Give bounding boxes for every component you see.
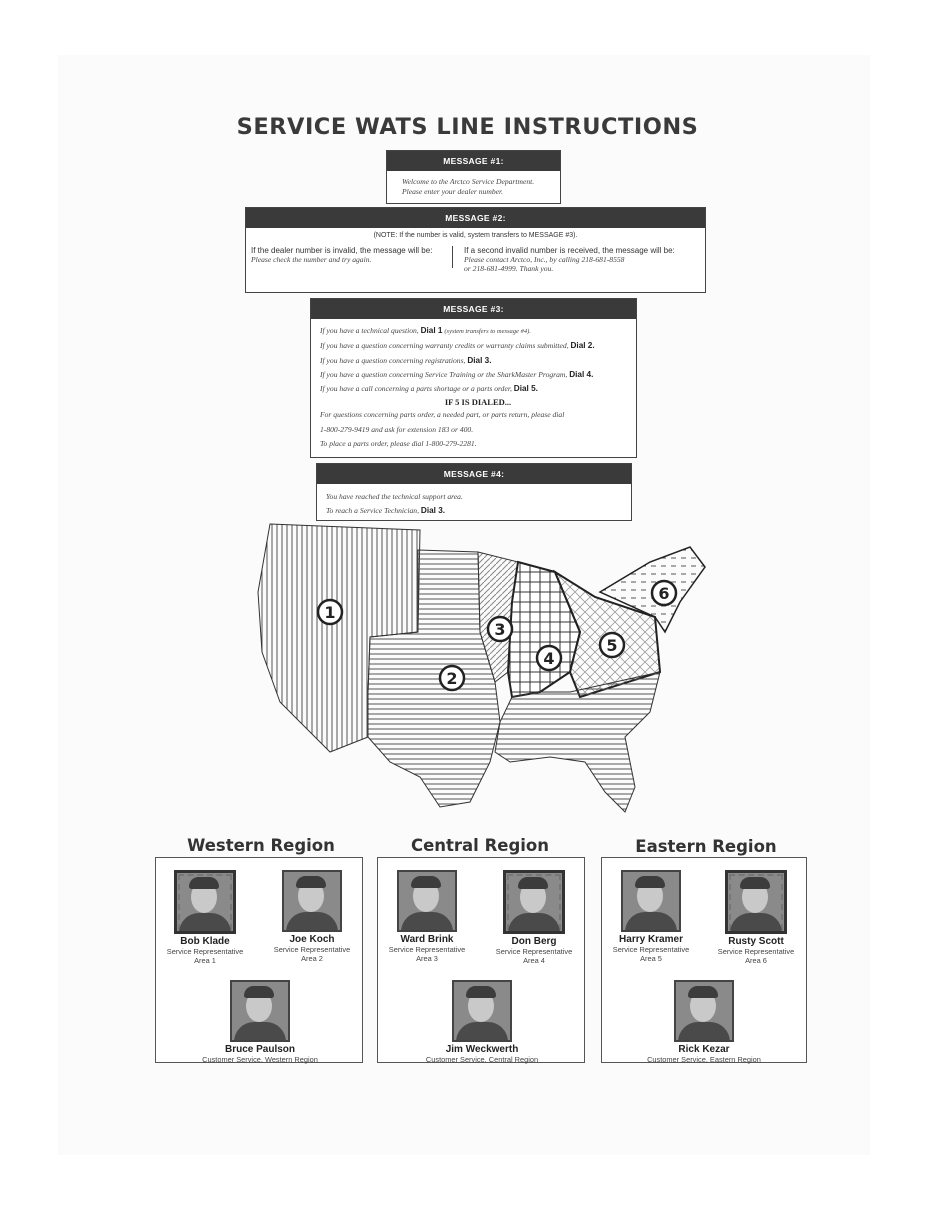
message-2-right-message: or 218-681-4999. Thank you. <box>464 264 554 273</box>
map-area-marker <box>600 633 624 657</box>
person-name: Rusty Scott <box>728 936 784 947</box>
person-photo <box>397 870 457 932</box>
person-card <box>180 980 340 1064</box>
person-card <box>372 870 482 963</box>
person-area: Area 4 <box>523 956 545 965</box>
map-area-marker <box>652 581 676 605</box>
region-title-western: Western Region <box>187 836 335 855</box>
message-3-option: If you have a question concerning Service Training or the SharkMaster Program, Dial 4. <box>320 369 594 379</box>
person-name: Rick Kezar <box>678 1044 730 1055</box>
map-area-marker <box>440 666 464 690</box>
map-area-marker <box>318 600 342 624</box>
person-name: Harry Kramer <box>619 934 683 945</box>
message-2-header: MESSAGE #2: <box>246 208 705 228</box>
person-card <box>402 980 562 1064</box>
person-name: Don Berg <box>511 936 557 947</box>
person-photo <box>503 870 565 934</box>
map-area-label: 4 <box>543 649 555 668</box>
person-area: Area 2 <box>301 954 323 963</box>
person-photo <box>282 870 342 932</box>
map-area-label: 1 <box>324 603 336 622</box>
message-3-option: If you have a call concerning a parts shortage or a parts order, Dial 5. <box>320 384 538 394</box>
person-photo <box>174 870 236 934</box>
region-title-eastern: Eastern Region <box>635 837 777 856</box>
message-3-box <box>310 298 637 458</box>
person-role: Customer Service, Eastern Region <box>647 1055 761 1064</box>
message-3-option: If you have a question concerning warranty credits or warranty claims submitted, Dial 2. <box>320 341 595 351</box>
message-3-subheading: IF 5 IS DIALED... <box>444 397 512 408</box>
person-name: Ward Brink <box>400 934 454 945</box>
map-area-marker <box>488 617 512 641</box>
map-area-label: 5 <box>606 636 618 655</box>
message-1-line: Please enter your dealer number. <box>402 187 504 196</box>
person-area: Area 5 <box>640 954 662 963</box>
message-1-line: Welcome to the Arctco Service Department. <box>402 177 535 186</box>
message-2-left-message: Please check the number and try again. <box>251 255 372 264</box>
person-role: Service Representative <box>273 945 351 954</box>
person-name: Bob Klade <box>180 936 230 947</box>
message-2-box <box>245 207 706 293</box>
map-area-label: 6 <box>658 584 670 603</box>
person-photo <box>674 980 734 1042</box>
person-role: Service Representative <box>612 945 690 954</box>
message-4-header: MESSAGE #4: <box>317 464 631 484</box>
message-2-divider <box>452 246 453 268</box>
region-box-western <box>155 857 363 1063</box>
message-2-right-message: Please contact Arctco, Inc., by calling 218-681-8558 <box>464 255 625 264</box>
person-name: Jim Weckwerth <box>445 1044 519 1055</box>
region-title-central: Central Region <box>410 836 550 855</box>
message-4-box <box>316 463 632 521</box>
person-card <box>150 870 260 965</box>
person-role: Service Representative <box>495 947 573 956</box>
person-role: Customer Service, Western Region <box>202 1055 318 1064</box>
person-photo <box>621 870 681 932</box>
person-photo <box>725 870 787 934</box>
person-photo <box>230 980 290 1042</box>
message-3-after-line: For questions concerning parts order, a needed part, or parts return, please dial <box>320 410 565 420</box>
person-card <box>624 980 784 1064</box>
person-role: Service Representative <box>717 947 795 956</box>
message-3-header: MESSAGE #3: <box>311 299 636 319</box>
message-2-right-label: If a second invalid number is received, the message will be: <box>464 246 675 255</box>
person-area: Area 1 <box>194 956 216 965</box>
map-area-marker <box>537 646 561 670</box>
message-2-left-label: If the dealer number is invalid, the message will be: <box>251 246 433 255</box>
region-box-central <box>377 857 585 1063</box>
person-card <box>257 870 367 963</box>
us-service-area-map <box>250 522 710 822</box>
message-4-line: You have reached the technical support area. <box>326 492 463 501</box>
message-1-box <box>386 150 561 204</box>
message-3-after-line: To place a parts order, please dial 1-800-279-2281. <box>320 439 477 449</box>
person-role: Customer Service, Central Region <box>425 1055 539 1064</box>
region-box-eastern <box>601 857 807 1063</box>
message-1-header: MESSAGE #1: <box>387 151 560 171</box>
person-area: Area 3 <box>416 954 438 963</box>
person-card <box>596 870 706 963</box>
person-name: Bruce Paulson <box>224 1044 296 1055</box>
page-title: SERVICE WATS LINE INSTRUCTIONS <box>236 114 699 140</box>
message-4-line: To reach a Service Technician, Dial 3. <box>326 506 446 515</box>
person-photo <box>452 980 512 1042</box>
person-area: Area 6 <box>745 956 767 965</box>
message-3-after-line: 1-800-279-9419 and ask for extension 183 or 400. <box>320 424 474 434</box>
message-3-option: If you have a technical question, Dial 1 (system transfers to message #4). <box>320 326 531 335</box>
person-role: Service Representative <box>166 947 244 956</box>
map-area-label: 2 <box>446 669 458 688</box>
message-3-option: If you have a question concerning registrations, Dial 3. <box>320 355 492 365</box>
person-card <box>701 870 811 965</box>
person-card <box>479 870 589 965</box>
person-name: Joe Koch <box>289 934 335 945</box>
map-area-label: 3 <box>494 620 506 639</box>
person-role: Service Representative <box>388 945 466 954</box>
message-2-note: (NOTE: If the number is valid, system transfers to MESSAGE #3). <box>373 232 578 239</box>
